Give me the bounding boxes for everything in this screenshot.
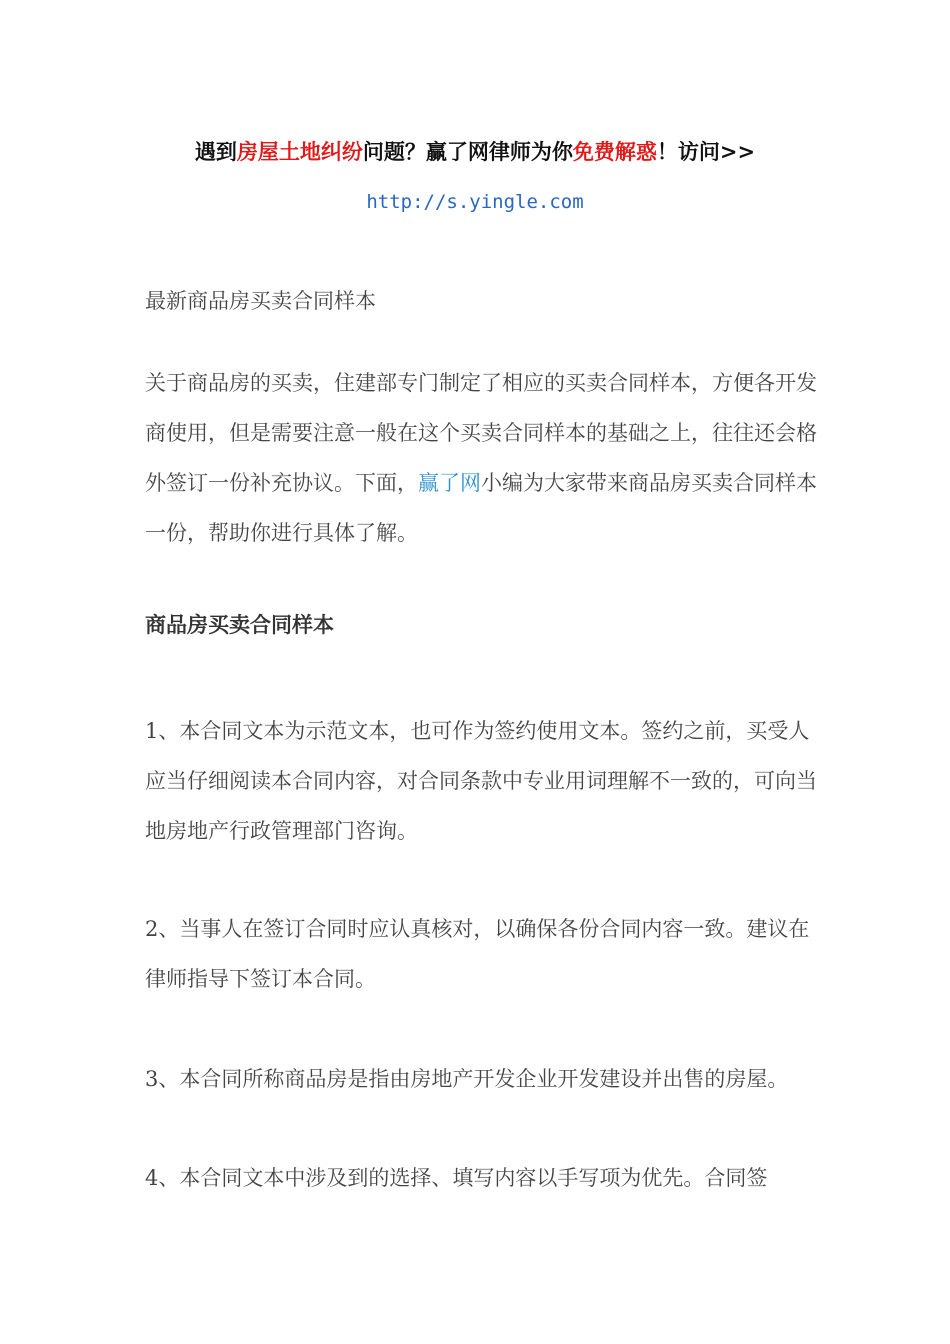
clause-text: 4、本合同文本中涉及到的选择、填写内容以手写项为优先。合同签 bbox=[145, 1166, 768, 1190]
banner-text-2: 问题？赢了网律师为你 bbox=[362, 139, 573, 164]
promo-url-link[interactable]: http://s.yingle.com bbox=[366, 191, 584, 213]
site-link[interactable]: 赢了网 bbox=[418, 471, 481, 495]
banner-highlight-topic: 房屋土地纠纷 bbox=[236, 139, 363, 164]
clause-text: 1、本合同文本为示范文本，也可作为签约使用文本。签约之前，买受人应当仔细阅读本合同内容，对合同条款中专业用词理解不一致的，可向当地房地产行政管理部门咨询。 bbox=[145, 719, 817, 843]
banner-highlight-free: 免费解惑 bbox=[572, 139, 657, 164]
banner-text-3: ！访问>> bbox=[656, 139, 756, 164]
clause-text: 3、本合同所称商品房是指由房地产开发企业开发建设并出售的房屋。 bbox=[145, 1067, 789, 1091]
clause-2 bbox=[145, 904, 825, 1004]
intro-text-after: 小编为大家带来商品房买卖合同样本一份，帮助你进行具体了解。 bbox=[145, 471, 817, 545]
promo-banner[interactable] bbox=[0, 136, 950, 168]
intro-paragraph bbox=[145, 358, 825, 558]
clause-text: 2、当事人在签订合同时应认真核对，以确保各份合同内容一致。建议在律师指导下签订本合同。 bbox=[145, 917, 810, 991]
intro-text-before: 关于商品房的买卖，住建部专门制定了相应的买卖合同样本，方便各开发商使用，但是需要注意一般在这个买卖合同样本的基础之上，往往还会格外签订一份补充协议。下面， bbox=[145, 371, 817, 495]
clause-3 bbox=[145, 1054, 825, 1104]
document-title: 最新商品房买卖合同样本 bbox=[145, 289, 376, 313]
section-heading: 商品房买卖合同样本 bbox=[145, 612, 334, 637]
banner-text-1: 遇到 bbox=[194, 139, 237, 164]
clause-4 bbox=[145, 1153, 825, 1203]
clause-1 bbox=[145, 706, 825, 856]
